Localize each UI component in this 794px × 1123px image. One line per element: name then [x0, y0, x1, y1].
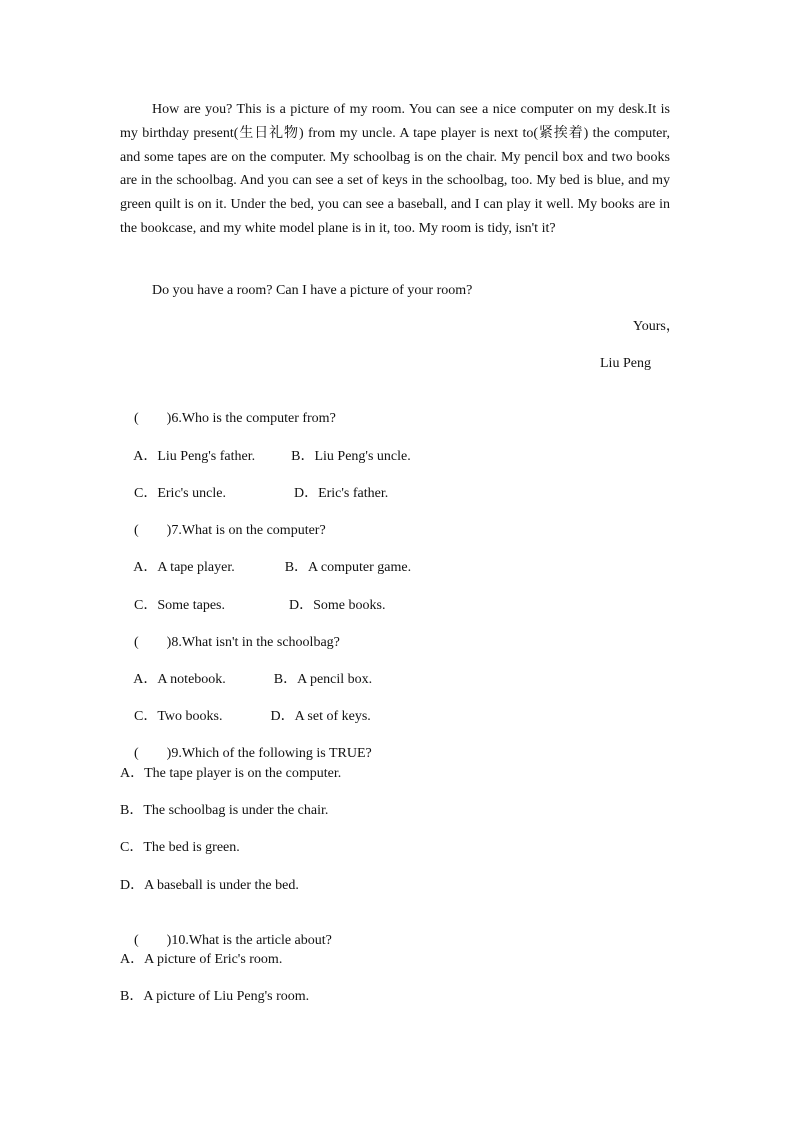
letter-closing: Yours，	[633, 319, 680, 334]
answer-blank[interactable]: ( )	[134, 635, 172, 650]
answer-blank[interactable]: ( )	[134, 411, 172, 426]
question-stem: 6.Who is the computer from?	[171, 411, 336, 426]
letter-paragraph-2	[120, 279, 670, 303]
letter-signature: Liu Peng	[600, 356, 651, 371]
question-stem: 10.What is the article about?	[171, 933, 332, 948]
answer-blank[interactable]: ( )	[134, 746, 172, 761]
option-b[interactable]: B．A pencil box.	[273, 672, 373, 687]
option-b[interactable]: B．Liu Peng's uncle.	[291, 449, 411, 464]
question-9-option-d[interactable]: D．A baseball is under the bed.	[120, 878, 299, 893]
option-a[interactable]: A．Liu Peng's father.	[133, 449, 256, 464]
option-c[interactable]: C．Two books.	[134, 709, 223, 724]
option-d[interactable]: D．A set of keys.	[270, 709, 371, 724]
question-9-option-b[interactable]: B．The schoolbag is under the chair.	[120, 803, 329, 818]
option-a[interactable]: A．A notebook.	[133, 672, 226, 687]
question-stem: 8.What isn't in the schoolbag?	[171, 635, 340, 650]
question-stem: 9.Which of the following is TRUE?	[171, 746, 372, 761]
option-c[interactable]: C．Eric's uncle.	[134, 486, 226, 501]
option-c[interactable]: C．Some tapes.	[134, 598, 225, 613]
question-stem: 7.What is on the computer?	[171, 523, 326, 538]
answer-blank[interactable]: ( )	[134, 523, 172, 538]
letter-paragraph-2-text: Do you have a room? Can I have a picture of your room?	[152, 283, 473, 298]
option-d[interactable]: D．Some books.	[289, 598, 386, 613]
option-a[interactable]: A．A tape player.	[133, 560, 235, 575]
letter-paragraph-1	[120, 98, 670, 241]
question-9-option-c[interactable]: C．The bed is green.	[120, 840, 240, 855]
question-10-option-b[interactable]: B．A picture of Liu Peng's room.	[120, 989, 310, 1004]
answer-blank[interactable]: ( )	[134, 933, 172, 948]
letter-paragraph-1-text: How are you? This is a picture of my room. You can see a nice computer on my desk.It is my birthday present(生日礼物) from my uncle. A tape player is next to(紧挨着) the computer, and some tapes are on the computer. My schoolbag is on the chair. My pencil box and two books are in the schoolbag. And you can see a set of keys in the schoolbag, too. My bed is blue, and my green quilt is on it. Under the bed, you can see a baseball, and I can play it well. My books are in the bookcase, and my white model plane is in it, too. My room is tidy, isn't it?	[120, 102, 670, 236]
option-b[interactable]: B．A computer game.	[284, 560, 412, 575]
question-10-option-a[interactable]: A．A picture of Eric's room.	[120, 952, 283, 967]
option-d[interactable]: D．Eric's father.	[293, 486, 389, 501]
question-9-option-a[interactable]: A．The tape player is on the computer.	[120, 766, 342, 781]
